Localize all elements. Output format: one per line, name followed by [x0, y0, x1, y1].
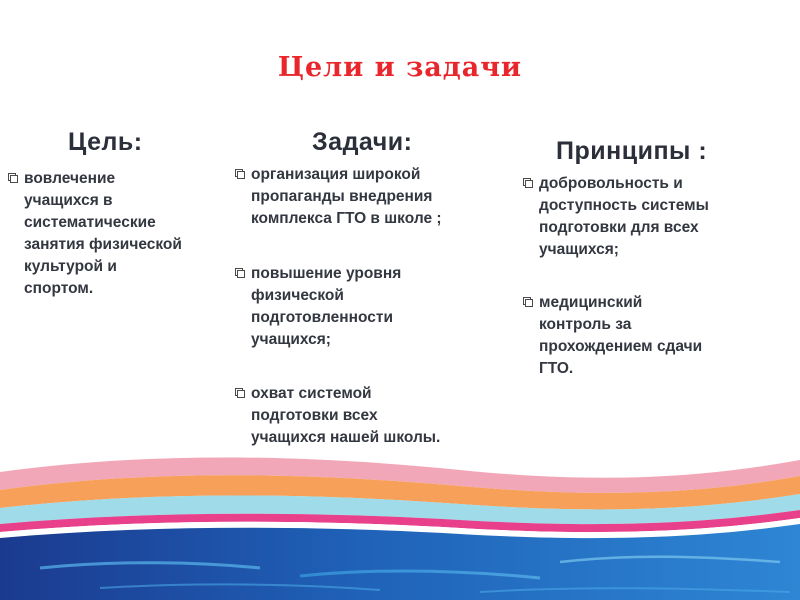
task-item [251, 263, 401, 351]
goal-heading: Цель: [68, 128, 143, 156]
principle-item [539, 292, 702, 380]
task-item [251, 383, 440, 449]
checkbox-bullet-icon [523, 178, 533, 188]
decorative-wave-band [0, 450, 800, 600]
checkbox-bullet-icon [235, 169, 245, 179]
task-item [251, 164, 442, 230]
principle-item [539, 173, 709, 261]
goal-item-text: вовлечение учащихся в систематические занятия физической культурой и спортом. [24, 170, 182, 297]
checkbox-bullet-icon [235, 388, 245, 398]
slide-title: Цели и задачи [277, 52, 523, 83]
task-item-text: охват системой подготовки всех учащихся нашей школы. [251, 385, 441, 446]
principle-item-text: медицинский контроль за прохождением сдачи ГТО. [539, 294, 703, 377]
task-item-text: организация широкой пропаганды внедрения комплекса ГТО в школе ; [251, 166, 442, 227]
principle-item-text: добровольность и доступность системы подготовки для всех учащихся; [539, 175, 709, 258]
checkbox-bullet-icon [8, 173, 18, 183]
tasks-heading: Задачи: [312, 128, 413, 156]
checkbox-bullet-icon [235, 268, 245, 278]
task-item-text: повышение уровня физической подготовленности учащихся; [251, 265, 402, 348]
principles-heading: Принципы : [556, 137, 708, 165]
goal-item [24, 168, 182, 300]
checkbox-bullet-icon [523, 297, 533, 307]
